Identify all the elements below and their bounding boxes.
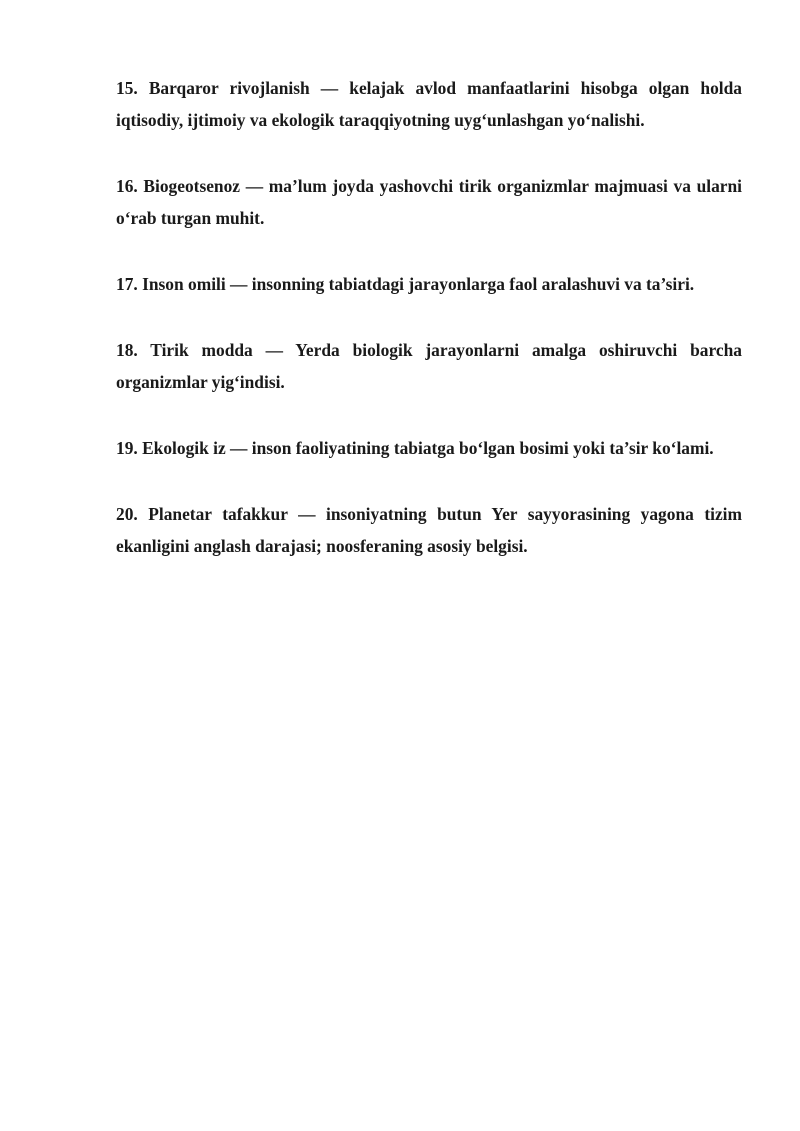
glossary-entry-17: 17. Inson omili — insonning tabiatdagi jarayonlarga faol aralashuvi va ta’siri. bbox=[116, 274, 695, 294]
glossary-entry-19: 19. Ekologik iz — inson faoliyatining tabiatga bo‘lgan bosimi yoki ta’sir ko‘lami. bbox=[116, 438, 714, 458]
glossary-entry-18: 18. Tirik modda — Yerda biologik jarayonlarni amalga oshiruvchi barcha organizmlar yig‘indisi. bbox=[116, 340, 742, 392]
glossary-list bbox=[116, 72, 742, 596]
glossary-entry-15: 15. Barqaror rivojlanish — kelajak avlod manfaatlarini hisobga olgan holda iqtisodiy, ijtimoiy va ekologik taraqqiyotning uyg‘unlashgan yo‘nalishi. bbox=[116, 78, 742, 130]
glossary-entry-20: 20. Planetar tafakkur — insoniyatning butun Yer sayyorasining yagona tizim ekanligini anglash darajasi; noosferaning asosiy belgisi. bbox=[116, 504, 742, 556]
glossary-entry-16: 16. Biogeotsenoz — ma’lum joyda yashovchi tirik organizmlar majmuasi va ularni o‘rab turgan muhit. bbox=[116, 176, 742, 228]
